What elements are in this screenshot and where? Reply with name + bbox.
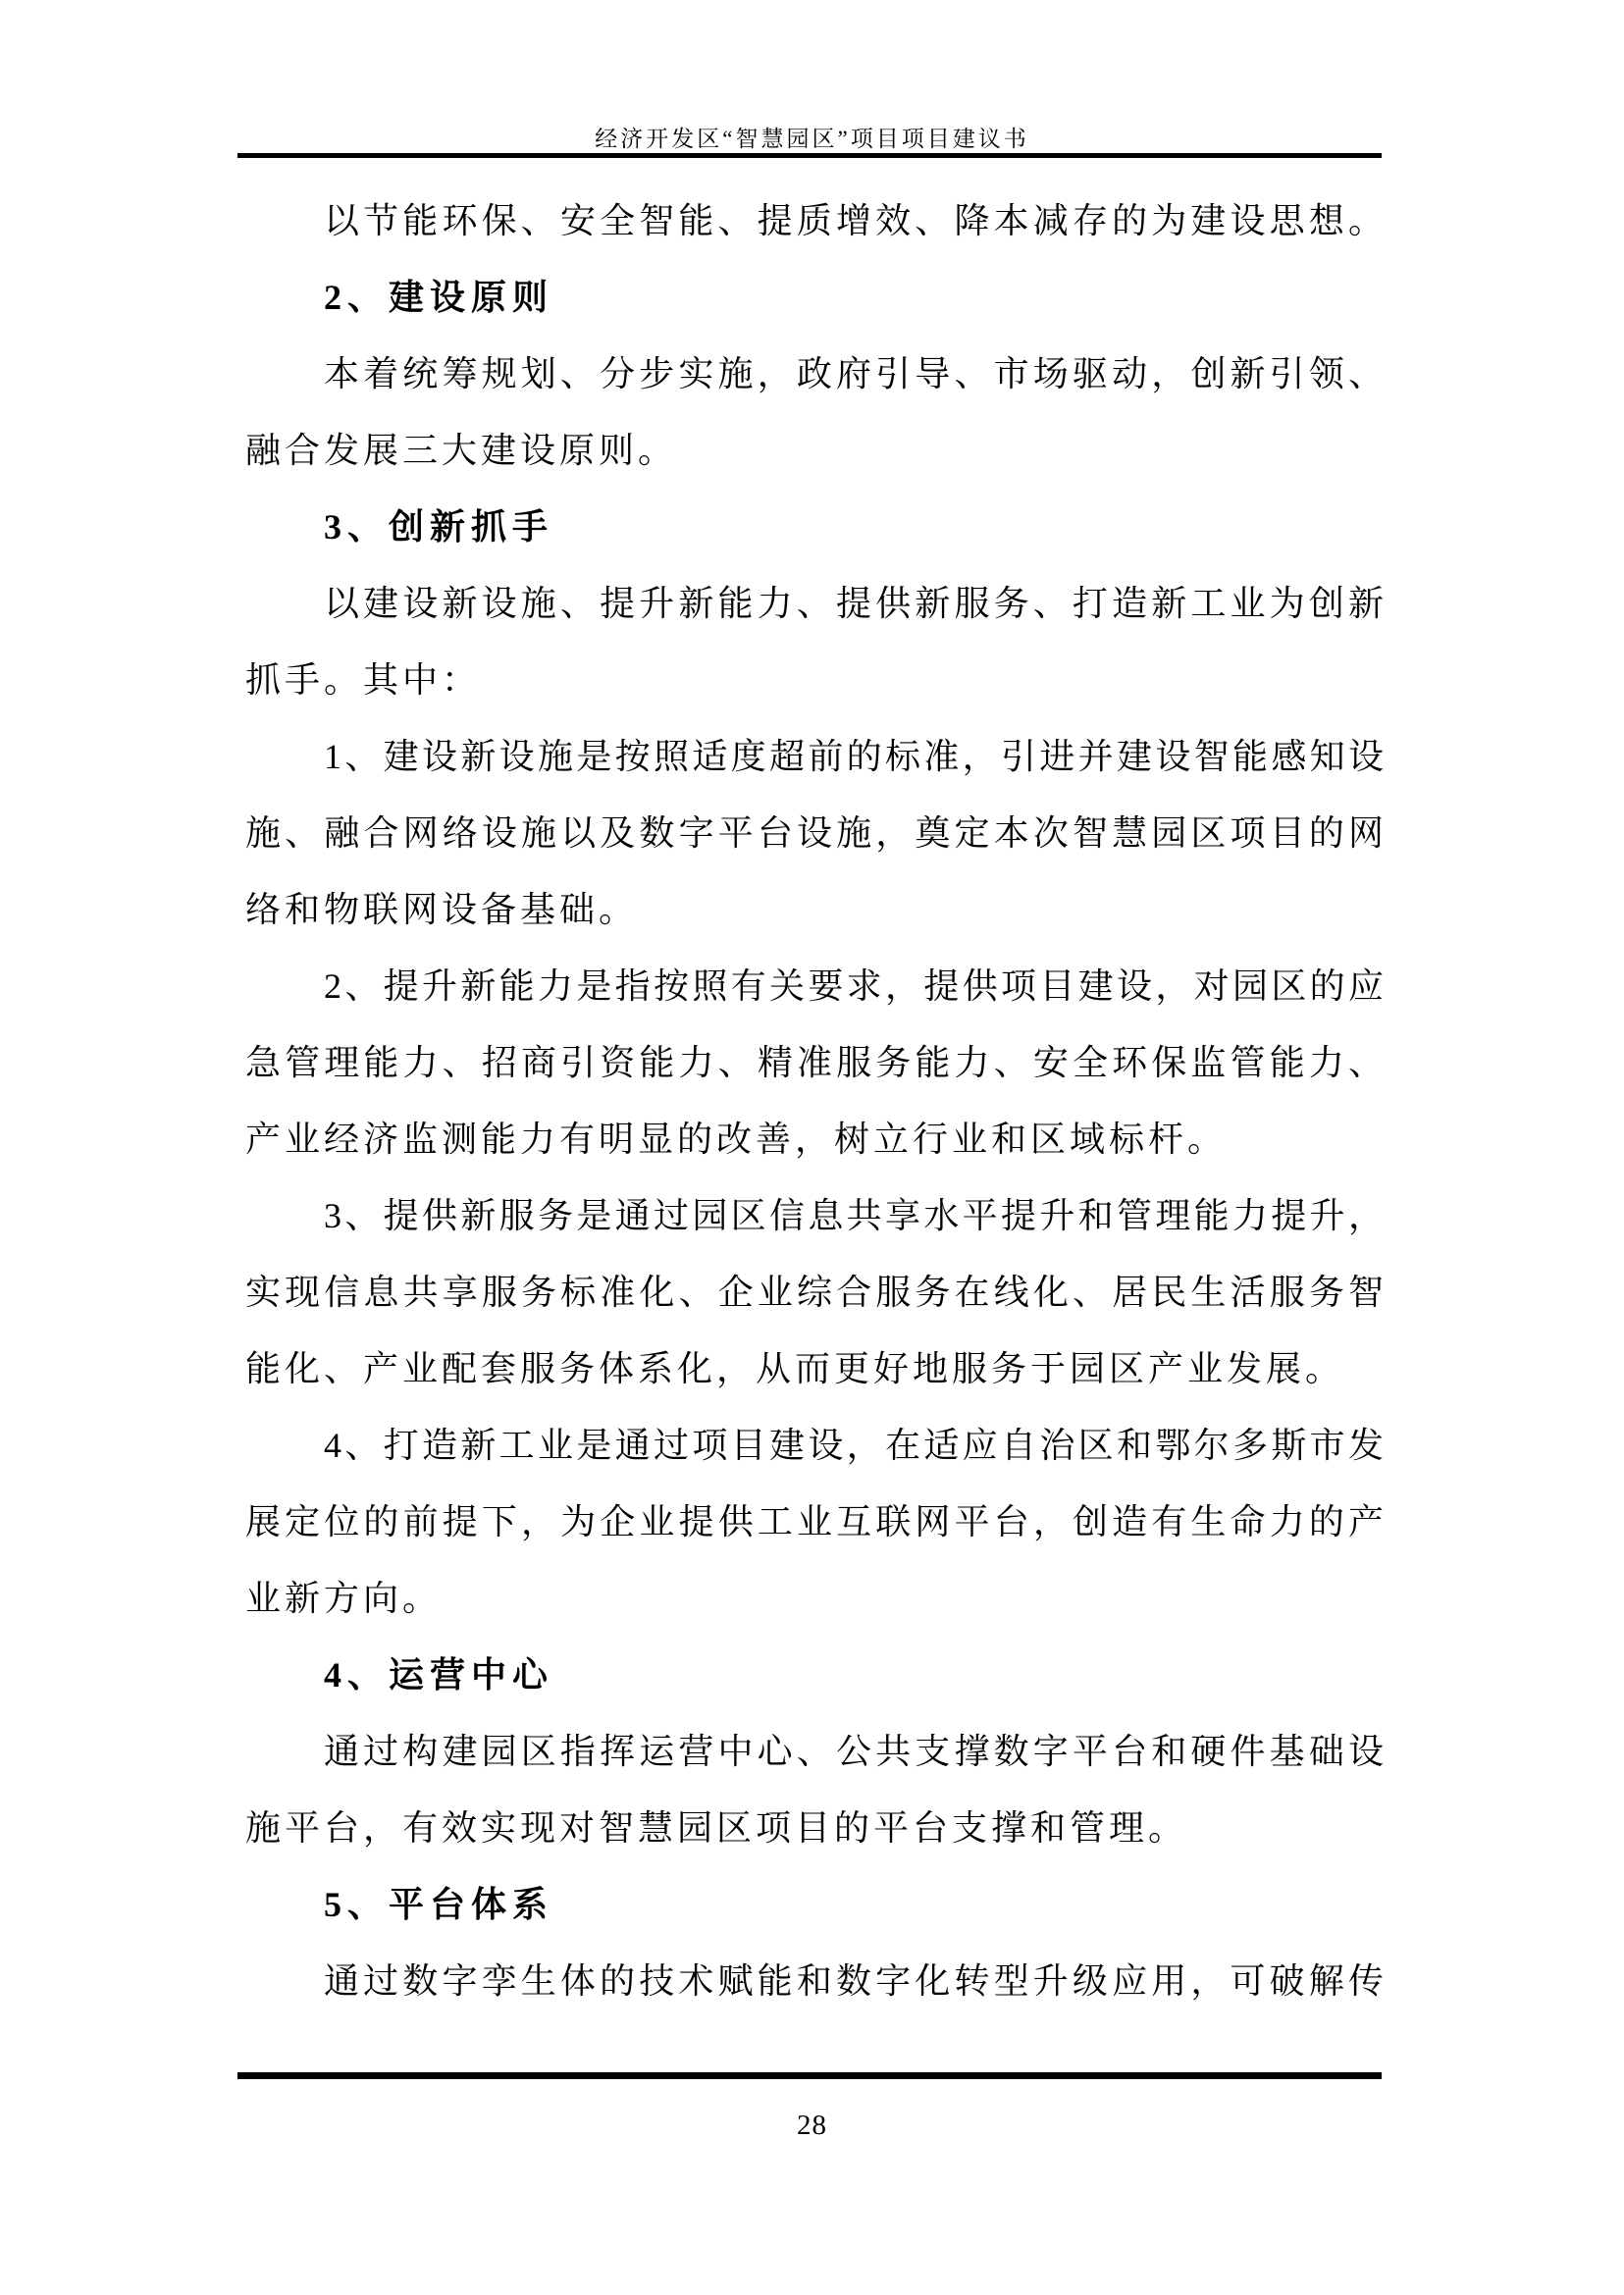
text-line: 络和物联网设备基础。 [245,890,639,929]
text-line: 业新方向。 [245,1579,443,1618]
text-line: 3、创新抓手 [324,507,554,547]
header-rule [237,153,1382,158]
text-line: 急管理能力、招商引资能力、精准服务能力、安全环保监管能力、 [245,1043,1384,1082]
text-line: 通过构建园区指挥运营中心、公共支撑数字平台和硬件基础设 [324,1732,1384,1771]
text-line: 施、融合网络设施以及数字平台设施，奠定本次智慧园区项目的网 [245,813,1384,853]
footer-rule [237,2072,1382,2079]
text-line: 产业经济监测能力有明显的改善，树立行业和区域标杆。 [245,1120,1228,1159]
text-line: 1、建设新设施是按照适度超前的标准，引进并建设智能感知设 [324,737,1384,776]
text-line: 实现信息共享服务标准化、企业综合服务在线化、居民生活服务智 [245,1273,1384,1312]
text-line: 展定位的前提下，为企业提供工业互联网平台，创造有生命力的产 [245,1502,1384,1541]
text-line: 能化、产业配套服务体系化，从而更好地服务于园区产业发展。 [245,1349,1345,1388]
text-line: 本着统筹规划、分步实施，政府引导、市场驱动，创新引领、 [324,354,1384,393]
text-line: 通过数字孪生体的技术赋能和数字化转型升级应用，可破解传 [324,1961,1384,2001]
text-line: 5、平台体系 [324,1885,554,1924]
text-line: 2、提升新能力是指按照有关要求，提供项目建设，对园区的应 [324,966,1384,1006]
text-line: 3、提供新服务是通过园区信息共享水平提升和管理能力提升， [324,1196,1384,1235]
text-line: 2、建设原则 [324,278,554,317]
text-line: 以节能环保、安全智能、提质增效、降本减存的为建设思想。 [324,201,1384,240]
text-line: 4、打造新工业是通过项目建设，在适应自治区和鄂尔多斯市发 [324,1426,1384,1465]
page-header-title: 经济开发区“智慧园区”项目项目建议书 [595,127,1029,151]
page-number: 28 [797,2110,827,2141]
document-body [245,183,1384,2019]
text-line: 4、运营中心 [324,1655,554,1695]
text-line: 融合发展三大建设原则。 [245,431,678,470]
text-line: 以建设新设施、提升新能力、提供新服务、打造新工业为创新 [324,584,1384,623]
text-line: 抓手。其中： [245,660,482,700]
text-line: 施平台，有效实现对智慧园区项目的平台支撑和管理。 [245,1808,1188,1848]
